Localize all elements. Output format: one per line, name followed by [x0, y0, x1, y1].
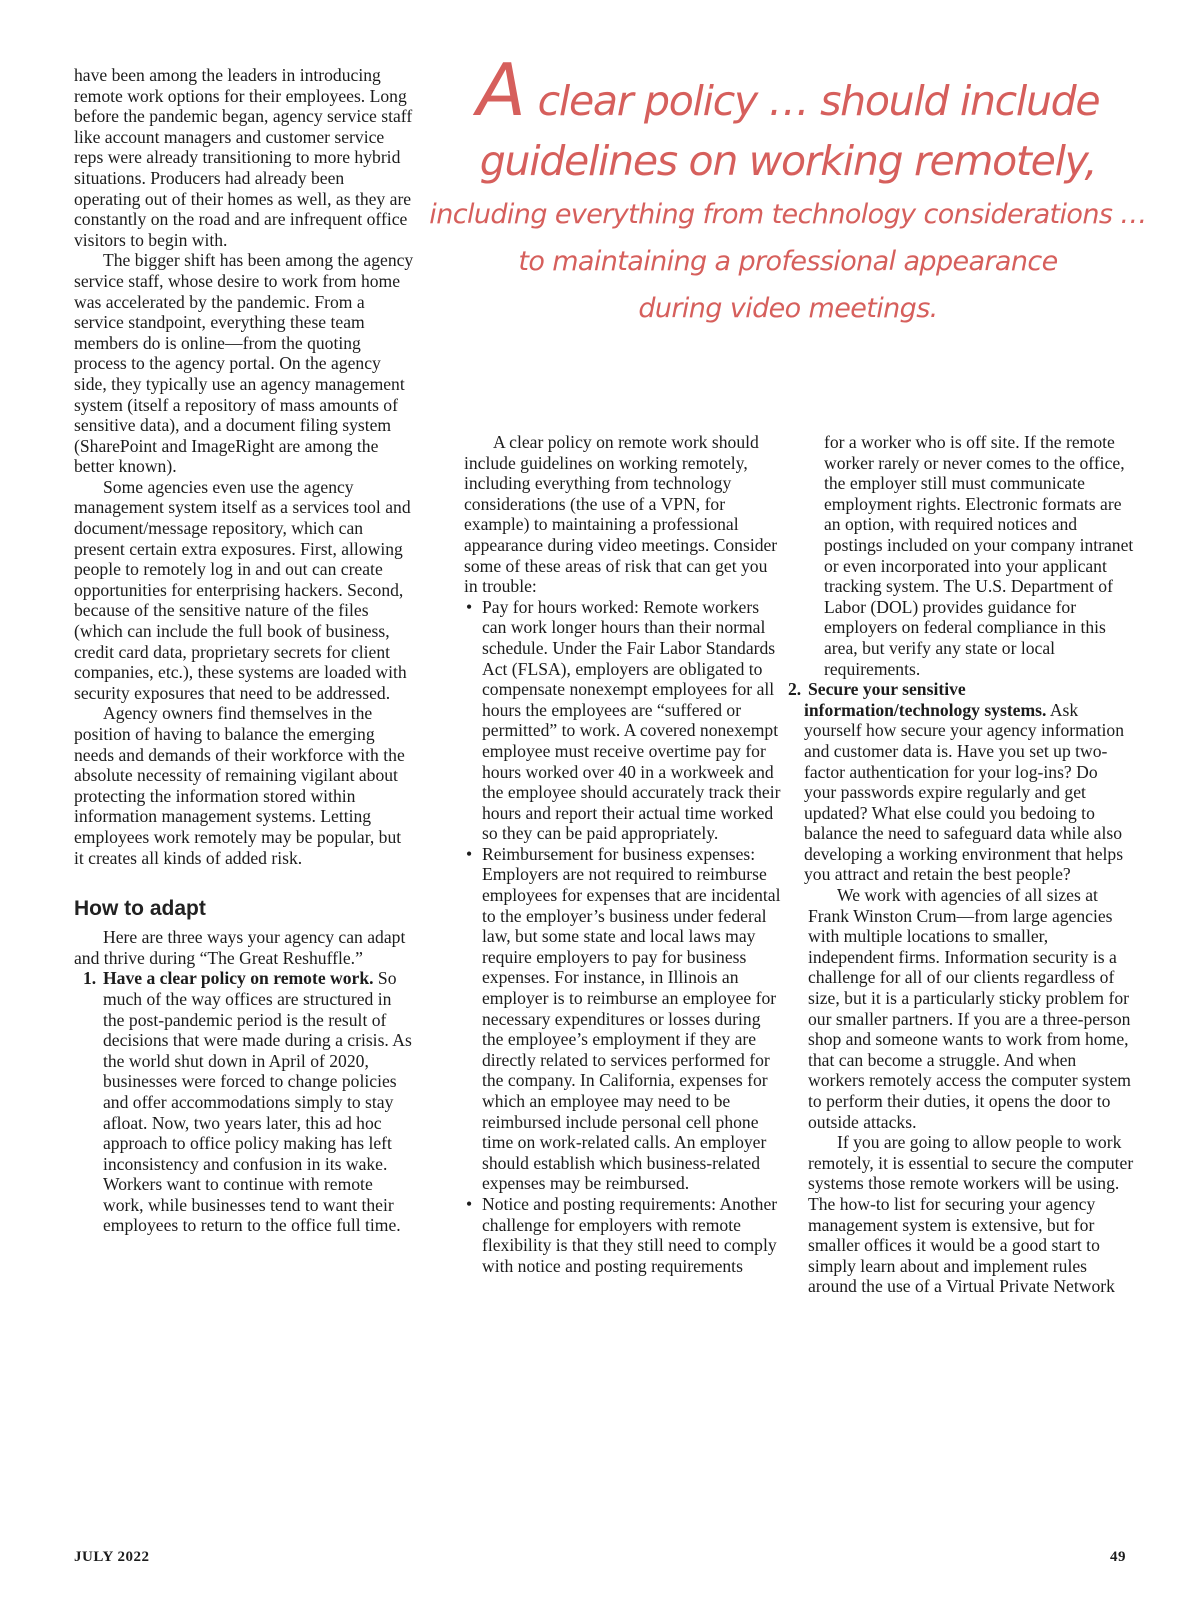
- numbered-list: [788, 679, 1134, 885]
- list-item: [464, 844, 782, 1194]
- paragraph: Agency owners find themselves in the position of having to balance the emerging needs and demands of their workforce with the absolute necessity of remaining vigilant about protecting the information stored within information management systems. Letting employees work remotely may be popular, but it creates all kinds of added risk.: [74, 703, 405, 868]
- column-left: [74, 65, 414, 1236]
- pull-quote-line-1: [428, 48, 1148, 132]
- issue-date: JULY 2022: [74, 1549, 150, 1565]
- list-item-text: So much of the way offices are structured in the post-pandemic period is the result of decisions that were made during a crisis. As the world shut down in April of 2020, businesses were forced to change policies and offer accommodations simply to stay afloat. Now, two years later, this ad hoc approach to office policy making has left inconsistency and confusion in its wake. Workers want to continue with remote work, while businesses tend to want their employees to return to the office full time.: [103, 968, 412, 1236]
- pull-quote-line-4: to maintaining a professional appearance: [518, 246, 1058, 277]
- list-item-title: Secure your sensitive information/technology systems.: [804, 679, 1047, 720]
- paragraph: have been among the leaders in introducing remote work options for their employees. Long before the pandemic began, agency service staff like account managers and customer service reps were already transitioning to more hybrid situations. Producers had already been operating out of their homes as well, as they are constantly on the road and are infrequent office visitors to begin with.: [74, 65, 413, 250]
- list-number: 1.: [83, 968, 97, 989]
- bullet-list: [464, 597, 782, 1277]
- paragraph: Here are three ways your agency can adapt and thrive during “The Great Reshuffle.”: [74, 927, 406, 968]
- list-number: 2.: [788, 679, 802, 700]
- column-middle: [464, 432, 782, 1276]
- list-item-title: Have a clear policy on remote work.: [103, 968, 374, 989]
- list-item: [464, 1194, 782, 1276]
- pull-quote-line-2: guidelines on working remotely,: [479, 137, 1097, 185]
- numbered-list: [74, 968, 414, 1236]
- section-heading: How to adapt: [74, 897, 206, 921]
- paragraph: We work with agencies of all sizes at Frank Winston Crum—from large agencies with multiple locations to smaller, independent firms. Information security is a challenge for all of our clients regardless of size, but it is a particularly sticky problem for our smaller partners. If you are a three-person shop and someone wants to work from home, that can become a struggle. And when workers remotely access the computer system to perform their duties, it opens the door to outside attacks.: [808, 885, 1131, 1132]
- paragraph: Some agencies even use the agency management system itself as a services tool and document/message repository, which can present certain extra exposures. First, allowing people to remotely log in and out can create opportunities for enterprising hackers. Second, because of the sensitive nature of the files (which can include the full book of business, credit card data, proprietary secrets for client companies, etc.), these systems are loaded with security exposures that need to be addressed.: [74, 476, 411, 703]
- list-item: [464, 597, 782, 844]
- bullet-icon: •: [466, 843, 473, 864]
- list-item-text: Pay for hours worked: Remote workers can work longer hours than their normal schedule. Under the Fair Labor Standards Act (FLSA), employers are obligated to compensate nonexempt employees for all hours the employees are “suffered or permitted” to work. A covered nonexempt employee must receive overtime pay for hours worked over 40 in a workweek and the employee should accurately track their hours and report their actual time worked so they can be paid appropriately.: [482, 596, 781, 844]
- bullet-icon: •: [466, 1193, 473, 1214]
- paragraph: A clear policy on remote work should include guidelines on working remotely, including everything from technology considerations (the use of a VPN, for example) to maintaining a professional appearance during video meetings. Consider some of these areas of risk that can get you in trouble:: [464, 432, 778, 597]
- paragraph: The bigger shift has been among the agency service staff, whose desire to work from home was accelerated by the pandemic. From a service standpoint, everything these team members do is online—from the quoting process to the agency portal. On the agency side, they typically use an agency management system (itself a repository of mass amounts of sensitive data), and a document filing system (SharePoint and ImageRight are among the better known).: [74, 250, 414, 477]
- pull-quote-line-1-text: clear policy … should include: [537, 77, 1100, 125]
- column-right: [788, 432, 1134, 1297]
- pull-quote-line-3: including everything from technology considerations …: [429, 199, 1147, 230]
- list-item: [74, 968, 414, 1236]
- list-item-text: Ask yourself how secure your agency information and customer data is. Have you set up two-factor authentication for your log-ins? Do your passwords expire regularly and get updated? What else could you bedoing to balance the need to safeguard data while also developing a working environment that helps you attract and retain the best people?: [804, 699, 1125, 885]
- list-item-text: Notice and posting requirements: Another challenge for employers with remote flexibility is that they still need to comply with notice and posting requirements: [482, 1193, 778, 1276]
- pull-quote-line-5: during video meetings.: [638, 293, 938, 324]
- paragraph: If you are going to allow people to work remotely, it is essential to secure the computer systems those remote workers will be using. The how-to list for securing your agency management system is extensive, but for smaller offices it would be a good start to simply learn about and implement rules around the use of a Virtual Private Network: [808, 1132, 1134, 1297]
- pull-quote-initial: A: [476, 48, 526, 132]
- list-item-text: Reimbursement for business expenses: Employers are not required to reimburse employees for expenses that are incidental to the employer’s business under federal law, but some state and local laws may require employers to pay for business expenses. For instance, in Illinois an employer is to reimburse an employee for necessary expenditures or losses during the employee’s employment if they are directly related to services performed for the company. In California, expenses for which an employee may need to be reimbursed include personal cell phone time on work-related calls. An employer should establish which business-related expenses may be reimbursed.: [482, 843, 781, 1194]
- paragraph: for a worker who is off site. If the remote worker rarely or never comes to the office, the employer still must communicate employment rights. Electronic formats are an option, with required notices and postings included on your company intranet or even incorporated into your applicant tracking system. The U.S. Department of Labor (DOL) provides guidance for employers on federal compliance in this area, but verify any state or local requirements.: [824, 432, 1134, 679]
- list-item: [788, 679, 1134, 885]
- bullet-icon: •: [466, 596, 473, 617]
- page-number: 49: [1110, 1549, 1126, 1565]
- pull-quote: [428, 48, 1148, 332]
